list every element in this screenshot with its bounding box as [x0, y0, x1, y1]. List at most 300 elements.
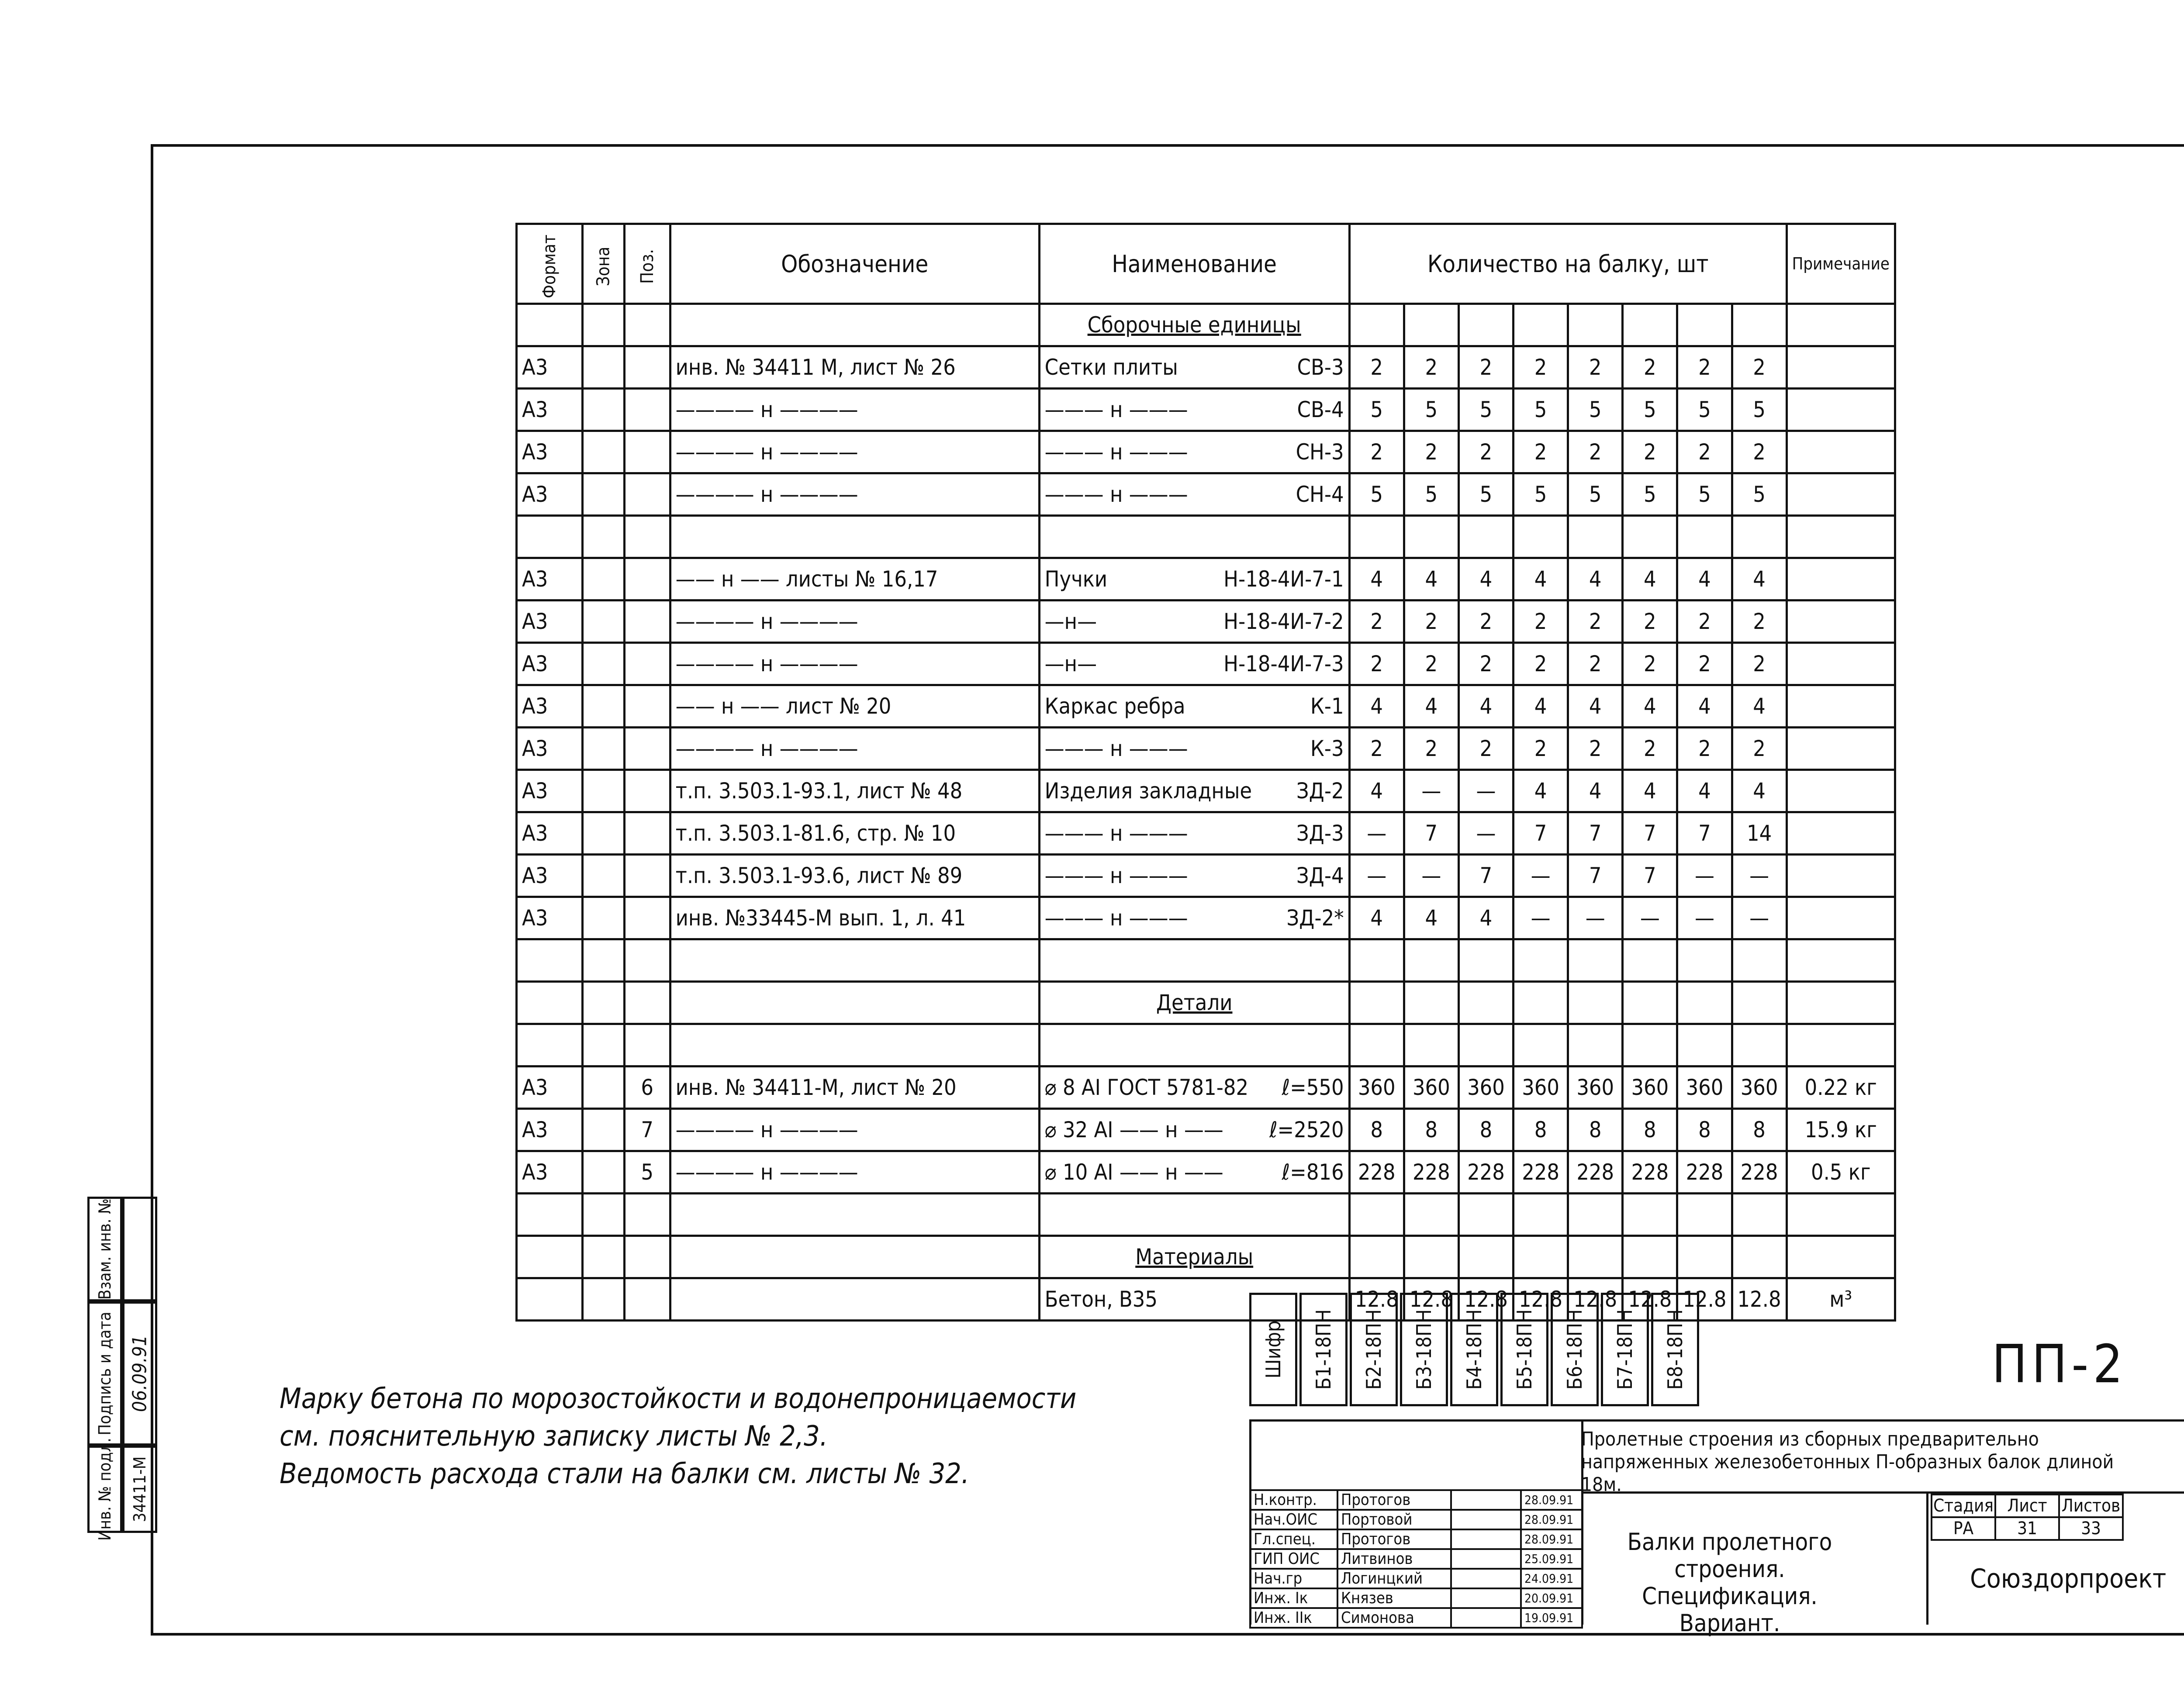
format-cell: А3 — [517, 558, 583, 601]
zone-cell — [583, 728, 625, 770]
qty-cell: 2 — [1458, 431, 1513, 473]
qty-cell: — — [1458, 812, 1513, 855]
qty-cell: 360 — [1732, 1066, 1787, 1109]
qty-cell: 4 — [1568, 558, 1623, 601]
beam-mark-text: Б2-18ПН — [1362, 1309, 1386, 1390]
name-cell — [1039, 346, 1349, 389]
signer-role: Н.контр. — [1250, 1490, 1337, 1510]
stage-value: РА — [1932, 1517, 1995, 1540]
designation-cell: инв. № 34411-М, лист № 20 — [670, 1066, 1039, 1109]
table-row — [517, 643, 1895, 685]
empty-cell — [624, 1194, 670, 1236]
qty-cell: 7 — [1458, 855, 1513, 897]
qty-cell: 7 — [1568, 855, 1623, 897]
qty-cell: 5 — [1568, 473, 1623, 516]
qty-cell — [1514, 516, 1568, 558]
qty-cell: 8 — [1458, 1109, 1513, 1151]
beam-mark — [1299, 1293, 1348, 1406]
empty-cell — [1404, 982, 1458, 1024]
qty-cell: 4 — [1458, 685, 1513, 728]
qty-cell: 5 — [1404, 389, 1458, 431]
stage-box — [1931, 1494, 2124, 1541]
qty-cell: 228 — [1514, 1151, 1568, 1194]
note-cell — [1787, 516, 1895, 558]
empty-cell — [1514, 939, 1568, 982]
qty-cell: 2 — [1514, 346, 1568, 389]
pos-cell — [624, 601, 670, 643]
qty-cell: 4 — [1514, 685, 1568, 728]
format-cell: А3 — [517, 1151, 583, 1194]
qty-cell: 4 — [1458, 897, 1513, 939]
signer-row — [1250, 1490, 1582, 1510]
qty-cell: 360 — [1514, 1066, 1568, 1109]
format-cell: А3 — [517, 855, 583, 897]
qty-cell: — — [1623, 897, 1677, 939]
empty-cell — [1623, 304, 1677, 346]
empty-cell — [583, 1194, 625, 1236]
qty-cell: 2 — [1514, 643, 1568, 685]
note-line: Ведомость расхода стали на балки см. листы № 32. — [280, 1458, 969, 1490]
qty-cell: — — [1732, 855, 1787, 897]
pos-cell: 5 — [624, 1151, 670, 1194]
signer-role: Инж. Iк — [1250, 1588, 1337, 1608]
qty-cell — [1732, 516, 1787, 558]
table-row — [517, 346, 1895, 389]
zone-cell — [583, 431, 625, 473]
empty-cell — [1568, 304, 1623, 346]
empty-cell — [517, 939, 583, 982]
sheets-value: 33 — [2059, 1517, 2123, 1540]
qty-cell: 360 — [1677, 1066, 1732, 1109]
designation-cell: ———— н ———— — [670, 1151, 1039, 1194]
signer-name: Симонова — [1337, 1608, 1451, 1628]
qty-cell: 4 — [1677, 558, 1732, 601]
item-code: СВ-4 — [1297, 397, 1344, 422]
sheets-label: Листов — [2059, 1494, 2123, 1517]
qty-cell: 4 — [1568, 770, 1623, 812]
item-name: Изделия закладные — [1044, 778, 1252, 804]
table-row — [517, 516, 1895, 558]
empty-cell — [1039, 1194, 1349, 1236]
signer-row — [1250, 1549, 1582, 1569]
empty-cell — [1787, 1194, 1895, 1236]
empty-cell — [624, 304, 670, 346]
qty-cell: 2 — [1623, 601, 1677, 643]
beam-mark-text: Б4-18ПН — [1462, 1309, 1486, 1390]
empty-cell — [1458, 304, 1513, 346]
table-row — [517, 1109, 1895, 1151]
item-code: СН-3 — [1296, 439, 1344, 465]
qty-cell: 4 — [1349, 897, 1404, 939]
item-code: ЗД-4 — [1296, 863, 1344, 888]
designation-cell: т.п. 3.503.1-93.1, лист № 48 — [670, 770, 1039, 812]
qty-cell: 4 — [1514, 558, 1568, 601]
organization: Союздорпроект — [1970, 1563, 2167, 1594]
empty-cell — [1404, 304, 1458, 346]
qty-cell: 2 — [1677, 643, 1732, 685]
pos-cell — [624, 643, 670, 685]
qty-cell: 5 — [1458, 389, 1513, 431]
empty-cell — [1677, 1194, 1732, 1236]
qty-cell: 4 — [1349, 685, 1404, 728]
section-row — [517, 1236, 1895, 1278]
zone-cell — [583, 558, 625, 601]
qty-cell: — — [1732, 897, 1787, 939]
pos-cell — [624, 389, 670, 431]
qty-cell: 5 — [1677, 389, 1732, 431]
empty-cell — [1039, 1024, 1349, 1066]
item-name: ——— н ——— — [1044, 736, 1188, 761]
beam-mark — [1450, 1293, 1498, 1406]
empty-cell — [624, 1024, 670, 1066]
qty-cell: 2 — [1404, 431, 1458, 473]
sheet-label: Лист — [1995, 1494, 2059, 1517]
empty-cell — [1787, 1236, 1895, 1278]
designation-cell: ———— н ———— — [670, 473, 1039, 516]
item-code: Н-18-4И-7-1 — [1223, 566, 1344, 592]
name-cell — [1039, 473, 1349, 516]
pos-cell — [624, 558, 670, 601]
empty-cell — [1677, 1024, 1732, 1066]
qty-cell: 2 — [1514, 601, 1568, 643]
pos-cell — [624, 685, 670, 728]
sheet-value: 31 — [1995, 1517, 2059, 1540]
header-pos: Поз. — [624, 224, 670, 304]
qty-cell: 12.8 — [1404, 1278, 1458, 1321]
signer-date: 25.09.91 — [1521, 1549, 1582, 1569]
stamp-sign-value: 06.09.91 — [122, 1301, 157, 1446]
qty-cell: 2 — [1623, 728, 1677, 770]
empty-cell — [1732, 1236, 1787, 1278]
empty-cell — [583, 939, 625, 982]
sheet-title-line: Спецификация. — [1642, 1582, 1818, 1610]
empty-cell — [624, 1278, 670, 1321]
qty-cell: 2 — [1568, 431, 1623, 473]
empty-cell — [624, 1236, 670, 1278]
zone-cell — [583, 389, 625, 431]
table-row — [517, 431, 1895, 473]
name-cell — [1039, 855, 1349, 897]
signer-date: 28.09.91 — [1521, 1490, 1582, 1510]
stamp-empty — [122, 1197, 157, 1301]
qty-cell: 12.8 — [1732, 1278, 1787, 1321]
empty-cell — [517, 1194, 583, 1236]
empty-cell — [1458, 1024, 1513, 1066]
table-row — [517, 1024, 1895, 1066]
format-cell: А3 — [517, 473, 583, 516]
pos-cell — [624, 346, 670, 389]
empty-cell — [1732, 304, 1787, 346]
qty-cell: 4 — [1404, 685, 1458, 728]
header-quantity: Количество на балку, шт — [1349, 224, 1787, 304]
note-cell — [1787, 812, 1895, 855]
empty-cell — [583, 982, 625, 1024]
empty-cell — [517, 1236, 583, 1278]
format-cell: А3 — [517, 897, 583, 939]
format-cell: А3 — [517, 1066, 583, 1109]
pos-cell — [624, 897, 670, 939]
qty-cell: 8 — [1623, 1109, 1677, 1151]
beam-mark — [1551, 1293, 1599, 1406]
section-title: Детали — [1039, 982, 1349, 1024]
qty-cell: 7 — [1404, 812, 1458, 855]
item-code: ЗД-3 — [1296, 821, 1344, 846]
qty-cell: 7 — [1568, 812, 1623, 855]
empty-cell — [583, 1024, 625, 1066]
name-cell — [1039, 643, 1349, 685]
table-row — [517, 812, 1895, 855]
section-title: Сборочные единицы — [1039, 304, 1349, 346]
empty-cell — [1458, 939, 1513, 982]
beam-mark-text: Б1-18ПН — [1312, 1309, 1335, 1390]
item-name: ——— н ——— — [1044, 821, 1188, 846]
qty-cell: 360 — [1349, 1066, 1404, 1109]
empty-cell — [1677, 1236, 1732, 1278]
beam-mark-text: Шифр — [1261, 1320, 1285, 1379]
format-cell: А3 — [517, 728, 583, 770]
empty-cell — [1514, 304, 1568, 346]
qty-cell: 2 — [1623, 643, 1677, 685]
section-row — [517, 304, 1895, 346]
signer-signature — [1451, 1490, 1521, 1510]
pos-cell: 6 — [624, 1066, 670, 1109]
empty-cell — [583, 1236, 625, 1278]
qty-cell: 8 — [1568, 1109, 1623, 1151]
qty-cell: 2 — [1732, 728, 1787, 770]
stage-label: Стадия — [1932, 1494, 1995, 1517]
qty-cell: 7 — [1623, 855, 1677, 897]
qty-cell: 4 — [1404, 897, 1458, 939]
qty-cell: — — [1404, 855, 1458, 897]
beam-marks — [1249, 1293, 1704, 1406]
qty-cell: 5 — [1349, 389, 1404, 431]
empty-cell — [1787, 1024, 1895, 1066]
qty-cell: 2 — [1458, 643, 1513, 685]
qty-cell: 228 — [1677, 1151, 1732, 1194]
qty-cell: 2 — [1349, 601, 1404, 643]
qty-cell: 4 — [1349, 770, 1404, 812]
qty-cell — [1568, 516, 1623, 558]
qty-cell: — — [1514, 855, 1568, 897]
name-cell — [1039, 685, 1349, 728]
qty-cell: 5 — [1623, 389, 1677, 431]
beam-mark — [1500, 1293, 1548, 1406]
empty-cell — [1623, 1236, 1677, 1278]
item-code: К-1 — [1310, 694, 1344, 719]
item-code: СН-4 — [1296, 482, 1344, 507]
beam-mark — [1601, 1293, 1649, 1406]
qty-cell: 2 — [1732, 431, 1787, 473]
signer-row — [1250, 1608, 1582, 1628]
designation-cell: —— н —— листы № 16,17 — [670, 558, 1039, 601]
item-code: ЗД-2* — [1286, 905, 1344, 931]
qty-cell: 228 — [1404, 1151, 1458, 1194]
divider — [1926, 1491, 1928, 1625]
zone-cell — [583, 685, 625, 728]
qty-cell: 360 — [1568, 1066, 1623, 1109]
name-cell — [1039, 1109, 1349, 1151]
item-name: Каркас ребра — [1044, 694, 1185, 719]
designation-cell: т.п. 3.503.1-81.6, стр. № 10 — [670, 812, 1039, 855]
qty-cell: 4 — [1677, 770, 1732, 812]
beam-mark-text: Б8-18ПН — [1663, 1309, 1687, 1390]
empty-cell — [1349, 982, 1404, 1024]
empty-cell — [1514, 982, 1568, 1024]
signer-name: Литвинов — [1337, 1549, 1451, 1569]
signer-date: 24.09.91 — [1521, 1569, 1582, 1588]
qty-cell: 12.8 — [1677, 1278, 1732, 1321]
item-name: —н— — [1044, 609, 1097, 634]
empty-cell — [1732, 939, 1787, 982]
designation-cell — [670, 516, 1039, 558]
specification-table — [515, 223, 1896, 1322]
qty-cell: 2 — [1568, 728, 1623, 770]
section-row — [517, 982, 1895, 1024]
qty-cell: 12.8 — [1568, 1278, 1623, 1321]
designation-cell: ———— н ———— — [670, 389, 1039, 431]
empty-cell — [1677, 304, 1732, 346]
signer-signature — [1451, 1549, 1521, 1569]
sheet-title-line: Балки пролетного строения. — [1627, 1528, 1832, 1583]
empty-cell — [517, 982, 583, 1024]
designation-cell: ———— н ———— — [670, 601, 1039, 643]
signer-row — [1250, 1510, 1582, 1529]
table-header — [517, 224, 1895, 304]
name-cell — [1039, 389, 1349, 431]
empty-cell — [1349, 1194, 1404, 1236]
qty-cell: 360 — [1623, 1066, 1677, 1109]
qty-cell: 4 — [1404, 558, 1458, 601]
note-cell: 0.22 кг — [1787, 1066, 1895, 1109]
designation-cell: ———— н ———— — [670, 728, 1039, 770]
pos-cell — [624, 431, 670, 473]
signer-signature — [1451, 1569, 1521, 1588]
name-cell — [1039, 1151, 1349, 1194]
item-length: ℓ=550 — [1282, 1075, 1344, 1100]
qty-cell: 8 — [1349, 1109, 1404, 1151]
format-cell: А3 — [517, 601, 583, 643]
note-cell — [1787, 685, 1895, 728]
stamp-inv-value: 34411-М — [122, 1446, 157, 1533]
beam-mark — [1651, 1293, 1699, 1406]
qty-cell: 2 — [1404, 346, 1458, 389]
empty-cell — [670, 982, 1039, 1024]
project-title: Пролетные строения из сборных предварительно напряженных железобетонных П-образных балок длиной 18м. — [1581, 1428, 2114, 1496]
signer-row — [1250, 1529, 1582, 1549]
qty-cell: 8 — [1677, 1109, 1732, 1151]
designation-cell: инв. № 34411 М, лист № 26 — [670, 346, 1039, 389]
signer-date: 19.09.91 — [1521, 1608, 1582, 1628]
item-code: Н-18-4И-7-3 — [1223, 651, 1344, 676]
qty-cell: 4 — [1732, 685, 1787, 728]
qty-cell: 2 — [1677, 431, 1732, 473]
item-name: ⌀ 10 АI —— н —— — [1044, 1160, 1223, 1185]
item-length: ℓ=2520 — [1269, 1117, 1344, 1142]
name-cell — [1039, 812, 1349, 855]
qty-cell: 4 — [1623, 558, 1677, 601]
empty-cell — [1677, 939, 1732, 982]
zone-cell — [583, 897, 625, 939]
qty-cell: 5 — [1732, 473, 1787, 516]
empty-cell — [1732, 1194, 1787, 1236]
signer-signature — [1451, 1510, 1521, 1529]
note-cell: 0.5 кг — [1787, 1151, 1895, 1194]
zone-cell — [583, 770, 625, 812]
item-name: ⌀ 32 АI —— н —— — [1044, 1117, 1223, 1142]
signer-role: ГИП ОИС — [1250, 1549, 1337, 1569]
qty-cell: 8 — [1514, 1109, 1568, 1151]
item-name: Пучки — [1044, 566, 1108, 592]
qty-cell: 4 — [1732, 558, 1787, 601]
qty-cell: — — [1677, 897, 1732, 939]
qty-cell — [1623, 516, 1677, 558]
empty-cell — [1568, 939, 1623, 982]
designation-cell: ———— н ———— — [670, 431, 1039, 473]
name-cell — [1039, 1066, 1349, 1109]
zone-cell — [583, 601, 625, 643]
qty-cell: 5 — [1568, 389, 1623, 431]
beam-mark-text: Б3-18ПН — [1412, 1309, 1436, 1390]
designation-cell: т.п. 3.503.1-93.6, лист № 89 — [670, 855, 1039, 897]
qty-cell: 2 — [1404, 643, 1458, 685]
empty-cell — [1787, 304, 1895, 346]
table-row — [517, 855, 1895, 897]
zone-cell — [583, 1066, 625, 1109]
empty-cell — [1458, 982, 1513, 1024]
signer-date: 20.09.91 — [1521, 1588, 1582, 1608]
name-cell — [1039, 897, 1349, 939]
qty-cell: 4 — [1732, 770, 1787, 812]
table-row — [517, 939, 1895, 982]
signer-role: Нач.ОИС — [1250, 1510, 1337, 1529]
header-name: Наименование — [1039, 224, 1349, 304]
note-cell — [1787, 770, 1895, 812]
header-note: Примечание — [1787, 224, 1895, 304]
designation-cell: ———— н ———— — [670, 643, 1039, 685]
table-row — [517, 770, 1895, 812]
empty-cell — [1623, 982, 1677, 1024]
empty-cell — [1514, 1024, 1568, 1066]
stamp-inv-orig: Инв. № подл. — [87, 1446, 122, 1533]
note-cell — [1787, 473, 1895, 516]
pos-cell — [624, 516, 670, 558]
qty-cell: 228 — [1458, 1151, 1513, 1194]
qty-cell: 8 — [1404, 1109, 1458, 1151]
format-cell: А3 — [517, 685, 583, 728]
signers-table — [1249, 1489, 1583, 1629]
qty-cell: 2 — [1349, 431, 1404, 473]
qty-cell: 360 — [1404, 1066, 1458, 1109]
beam-mark-text: Б7-18ПН — [1613, 1309, 1637, 1390]
empty-cell — [1404, 1236, 1458, 1278]
item-name: ——— н ——— — [1044, 905, 1188, 931]
qty-cell: 4 — [1623, 685, 1677, 728]
qty-cell: — — [1349, 812, 1404, 855]
item-name: ——— н ——— — [1044, 439, 1188, 465]
item-code: Н-18-4И-7-2 — [1223, 609, 1344, 634]
table-row — [517, 728, 1895, 770]
pos-cell — [624, 728, 670, 770]
pos-cell — [624, 855, 670, 897]
signer-signature — [1451, 1529, 1521, 1549]
drawing-code: ПП-2 — [1992, 1334, 2128, 1395]
empty-cell — [1568, 982, 1623, 1024]
qty-cell: 2 — [1677, 728, 1732, 770]
qty-cell: 2 — [1514, 431, 1568, 473]
item-name: ——— н ——— — [1044, 397, 1188, 422]
qty-cell: — — [1677, 855, 1732, 897]
empty-cell — [1349, 1236, 1404, 1278]
